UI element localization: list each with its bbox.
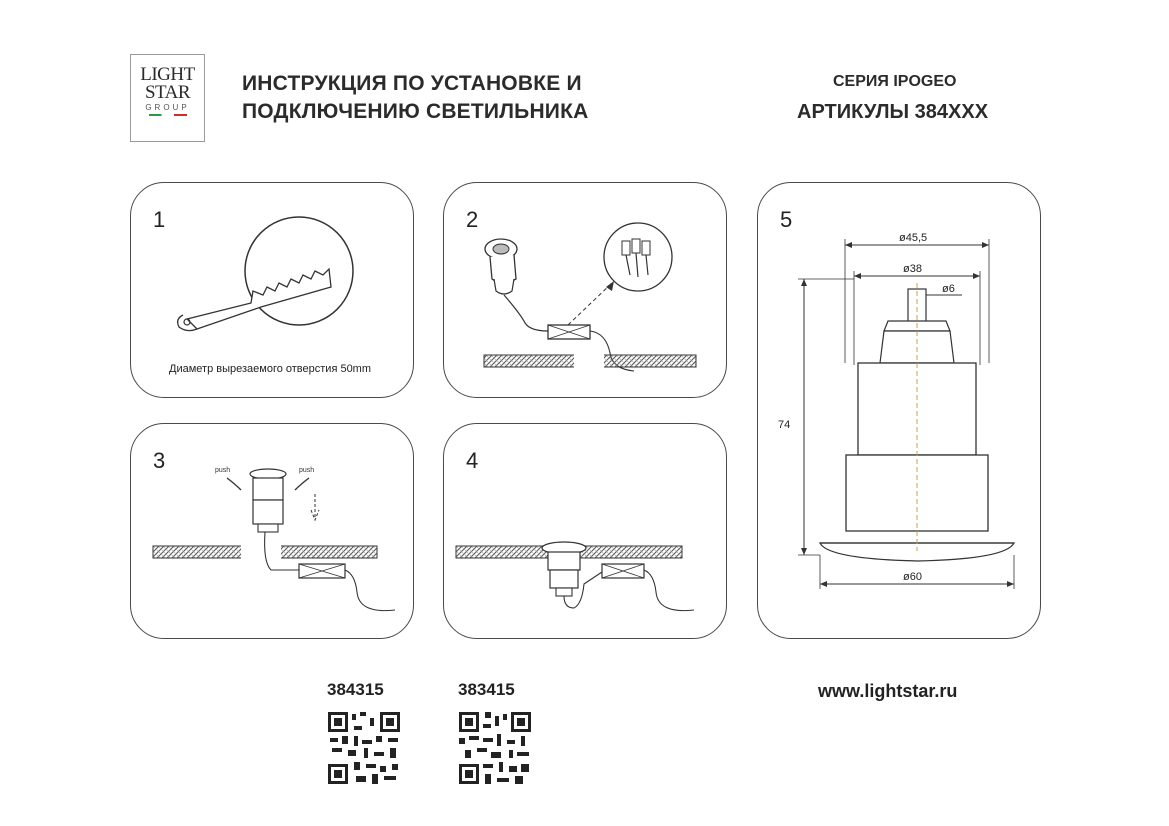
- document-title: [242, 70, 589, 126]
- logo-line1: LIGHT: [140, 64, 195, 85]
- step5-panel: [757, 182, 1041, 639]
- dim-inner-top: ø38: [903, 263, 922, 275]
- series-label: СЕРИЯ IPOGEO: [833, 73, 957, 90]
- step1-panel: [130, 182, 414, 398]
- step3-panel: [130, 423, 414, 639]
- push-left-label: push: [215, 467, 231, 474]
- title-line2: ПОДКЛЮЧЕНИЮ СВЕТИЛЬНИКА: [242, 100, 589, 123]
- dim-shaft: ø6: [942, 283, 955, 295]
- logo-line3: GROUP: [145, 103, 190, 112]
- step2-number: 2: [466, 207, 479, 232]
- flag-stripe: [149, 114, 187, 116]
- dim-outer-top: ø45,5: [899, 232, 928, 244]
- dim-height: 74: [778, 419, 791, 431]
- step5-number: 5: [780, 207, 793, 232]
- brand-logo: [130, 54, 205, 142]
- articles-label: АРТИКУЛЫ 384XXX: [797, 101, 989, 123]
- dimension-drawing: [758, 183, 1042, 640]
- logo-line2: STAR: [144, 82, 191, 103]
- step1-caption: Диаметр вырезаемого отверстия 50mm: [169, 363, 372, 375]
- title-line1: ИНСТРУКЦИЯ ПО УСТАНОВКЕ И: [242, 72, 582, 95]
- wiring-illustration: [444, 183, 728, 399]
- push-right-label: push: [299, 467, 315, 474]
- step3-number: 3: [153, 448, 166, 473]
- product-code-1: 384315: [327, 680, 384, 699]
- product-code-2: 383415: [458, 680, 515, 699]
- step4-number: 4: [466, 448, 479, 473]
- step2-panel: [443, 182, 727, 398]
- step4-panel: [443, 423, 727, 639]
- installed-illustration: [444, 424, 728, 640]
- website-link[interactable]: www.lightstar.ru: [818, 681, 958, 701]
- qr-code-1: [328, 712, 400, 784]
- step1-number: 1: [153, 207, 166, 232]
- dim-base: ø60: [903, 571, 922, 583]
- qr-code-2: [459, 712, 531, 784]
- insert-illustration: [131, 424, 415, 640]
